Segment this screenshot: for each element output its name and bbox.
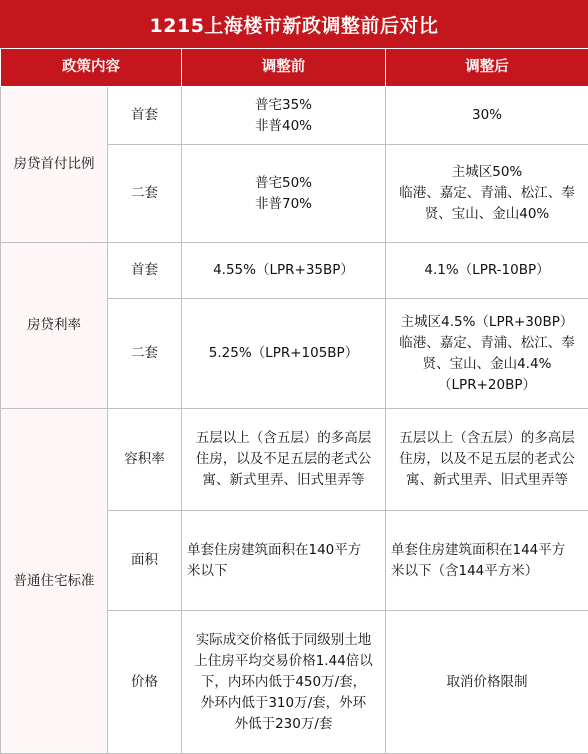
cell-before: 普宅50% 非普70% — [182, 145, 386, 243]
row-label: 面积 — [108, 511, 182, 611]
cell-before: 5.25%（LPR+105BP） — [182, 299, 386, 409]
row-label: 首套 — [108, 87, 182, 145]
row-label: 价格 — [108, 611, 182, 754]
cell-before: 4.55%（LPR+35BP） — [182, 243, 386, 299]
header-policy: 政策内容 — [1, 49, 182, 87]
cell-before: 普宅35% 非普40% — [182, 87, 386, 145]
cell-after: 4.1%（LPR-10BP） — [386, 243, 588, 299]
table-row — [1, 409, 588, 511]
table-row — [1, 243, 588, 299]
cell-before: 实际成交价格低于同级别土地 上住房平均交易价格1.44倍以 下，内环内低于450万/套， 外环内低于310万/套，外环 外低于230万/套 — [182, 611, 386, 754]
cell-after: 主城区50% 临港、嘉定、青浦、松江、奉 贤、宝山、金山40% — [386, 145, 588, 243]
cell-after: 30% — [386, 87, 588, 145]
header-before: 调整前 — [182, 49, 386, 87]
cell-before: 五层以上（含五层）的多高层 住房，以及不足五层的老式公 寓、新式里弄、旧式里弄等 — [182, 409, 386, 511]
category-mortgage-rate: 房贷利率 — [1, 243, 108, 409]
cell-after: 主城区4.5%（LPR+30BP） 临港、嘉定、青浦、松江、奉 贤、宝山、金山4.4% （LPR+20BP） — [386, 299, 588, 409]
cell-after: 五层以上（含五层）的多高层 住房，以及不足五层的老式公 寓、新式里弄、旧式里弄等 — [386, 409, 588, 511]
comparison-table — [0, 48, 588, 754]
cell-after: 单套住房建筑面积在144平方 米以下（含144平方米） — [386, 511, 588, 611]
row-label: 二套 — [108, 299, 182, 409]
cell-before: 单套住房建筑面积在140平方 米以下 — [182, 511, 386, 611]
header-row — [1, 49, 588, 87]
header-after: 调整后 — [386, 49, 588, 87]
row-label: 首套 — [108, 243, 182, 299]
cell-after: 取消价格限制 — [386, 611, 588, 754]
page-title: 1215上海楼市新政调整前后对比 — [0, 0, 588, 48]
row-label: 二套 — [108, 145, 182, 243]
category-down-payment: 房贷首付比例 — [1, 87, 108, 243]
category-standard-housing: 普通住宅标准 — [1, 409, 108, 754]
table-row — [1, 87, 588, 145]
row-label: 容积率 — [108, 409, 182, 511]
